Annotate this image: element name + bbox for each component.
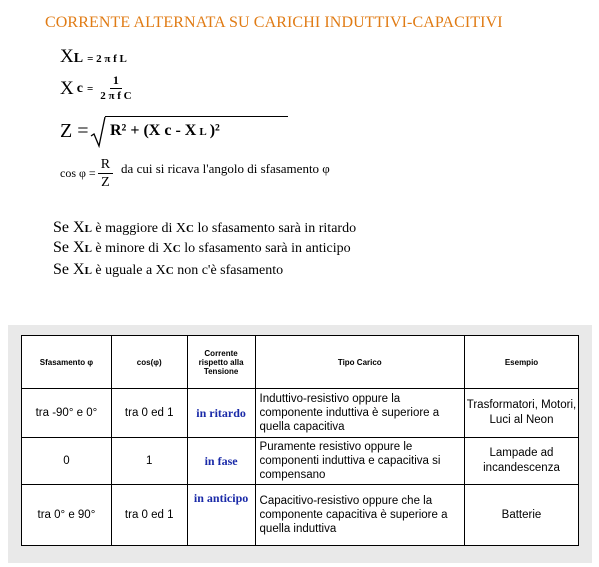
statement-rest: non c'è sfasamento	[177, 263, 284, 278]
formula-cos	[60, 156, 330, 191]
xc-fraction	[97, 73, 134, 104]
xl-symbol: X	[60, 46, 74, 67]
table-panel	[8, 325, 592, 563]
xc-numerator: 1	[110, 73, 122, 89]
table-row	[22, 389, 579, 438]
cell-tipo: Capacitivo-resistivo oppure che la componente capacitiva è superiore a quella induttiva	[255, 485, 464, 546]
cos-fraction	[98, 156, 113, 191]
sqrt-bar	[105, 116, 288, 117]
cell-tipo: Induttivo-resistivo oppure la componente induttiva è superiore a quella capacitiva	[255, 389, 464, 438]
z-radicand-sub: L	[199, 126, 207, 138]
xl-rhs: = 2 π f L	[87, 53, 127, 65]
statement-sub: C	[165, 265, 174, 277]
cos-description: da cui si ricava l'angolo di sfasamento φ	[121, 160, 330, 176]
formula-xl	[60, 46, 127, 68]
statement-middle: è maggiore di X	[95, 221, 186, 236]
statement-sub: L	[84, 223, 92, 235]
cell-sfasamento: tra -90° e 0°	[22, 389, 112, 438]
xc-equals: =	[86, 82, 94, 95]
z-radicand-main: R² + (X c - X	[110, 122, 197, 139]
cell-tipo: Puramente resistivo oppure le componenti induttiva e capacitiva si compensano	[255, 438, 464, 485]
cell-cos: tra 0 ed 1	[111, 485, 187, 546]
formula-xc	[60, 73, 135, 104]
cos-denominator: Z	[101, 175, 110, 190]
statement-sub: L	[84, 265, 92, 277]
cell-esempio: Trasformatori, Motori, Luci al Neon	[465, 389, 579, 438]
header-tipo-carico: Tipo Carico	[255, 336, 464, 389]
phase-table	[21, 335, 579, 546]
header-cos: cos(φ)	[111, 336, 187, 389]
table-row	[22, 438, 579, 485]
statement-1	[53, 219, 356, 237]
statement-3	[53, 261, 283, 279]
cell-cos: 1	[111, 438, 187, 485]
statement-rest: lo sfasamento sarà in ritardo	[197, 221, 357, 236]
statement-sub: C	[186, 223, 194, 235]
z-radicand-tail: )²	[209, 122, 220, 139]
cell-cos: tra 0 ed 1	[111, 389, 187, 438]
cos-numerator: R	[98, 156, 113, 174]
statement-middle: è uguale a X	[95, 263, 166, 278]
page-title: CORRENTE ALTERNATA SU CARICHI INDUTTIVI-CAPACITIVI	[45, 14, 503, 31]
cell-esempio: Lampade ad incandescenza	[465, 438, 579, 485]
cell-corrente: in ritardo	[187, 389, 255, 438]
xc-denominator: 2 π f C	[100, 90, 132, 102]
cell-corrente: in anticipo	[187, 485, 255, 546]
cos-lhs: cos φ =	[60, 166, 96, 180]
xl-subscript: L	[73, 51, 84, 66]
header-corrente: Corrente rispetto alla Tensione	[187, 336, 255, 389]
header-esempio: Esempio	[465, 336, 579, 389]
cell-corrente: in fase	[187, 438, 255, 485]
z-radicand	[110, 122, 220, 140]
statement-rest: lo sfasamento sarà in anticipo	[184, 241, 351, 256]
header-sfasamento: Sfasamento φ	[22, 336, 112, 389]
cell-sfasamento: 0	[22, 438, 112, 485]
cell-esempio: Batterie	[465, 485, 579, 546]
table-header-row	[22, 336, 579, 389]
z-lhs: Z =	[60, 120, 89, 142]
statement-sub: C	[172, 243, 181, 255]
statement-sub: L	[84, 243, 92, 255]
xc-symbol: X	[60, 77, 74, 99]
statement-prefix: Se X	[53, 239, 85, 256]
statement-prefix: Se X	[53, 261, 85, 278]
statement-2	[53, 239, 351, 257]
xc-subscript: c	[76, 80, 83, 96]
cell-sfasamento: tra 0° e 90°	[22, 485, 112, 546]
table-row	[22, 485, 579, 546]
sqrt-icon	[90, 116, 106, 148]
statement-prefix: Se X	[53, 219, 85, 236]
statement-middle: è minore di X	[95, 241, 173, 256]
